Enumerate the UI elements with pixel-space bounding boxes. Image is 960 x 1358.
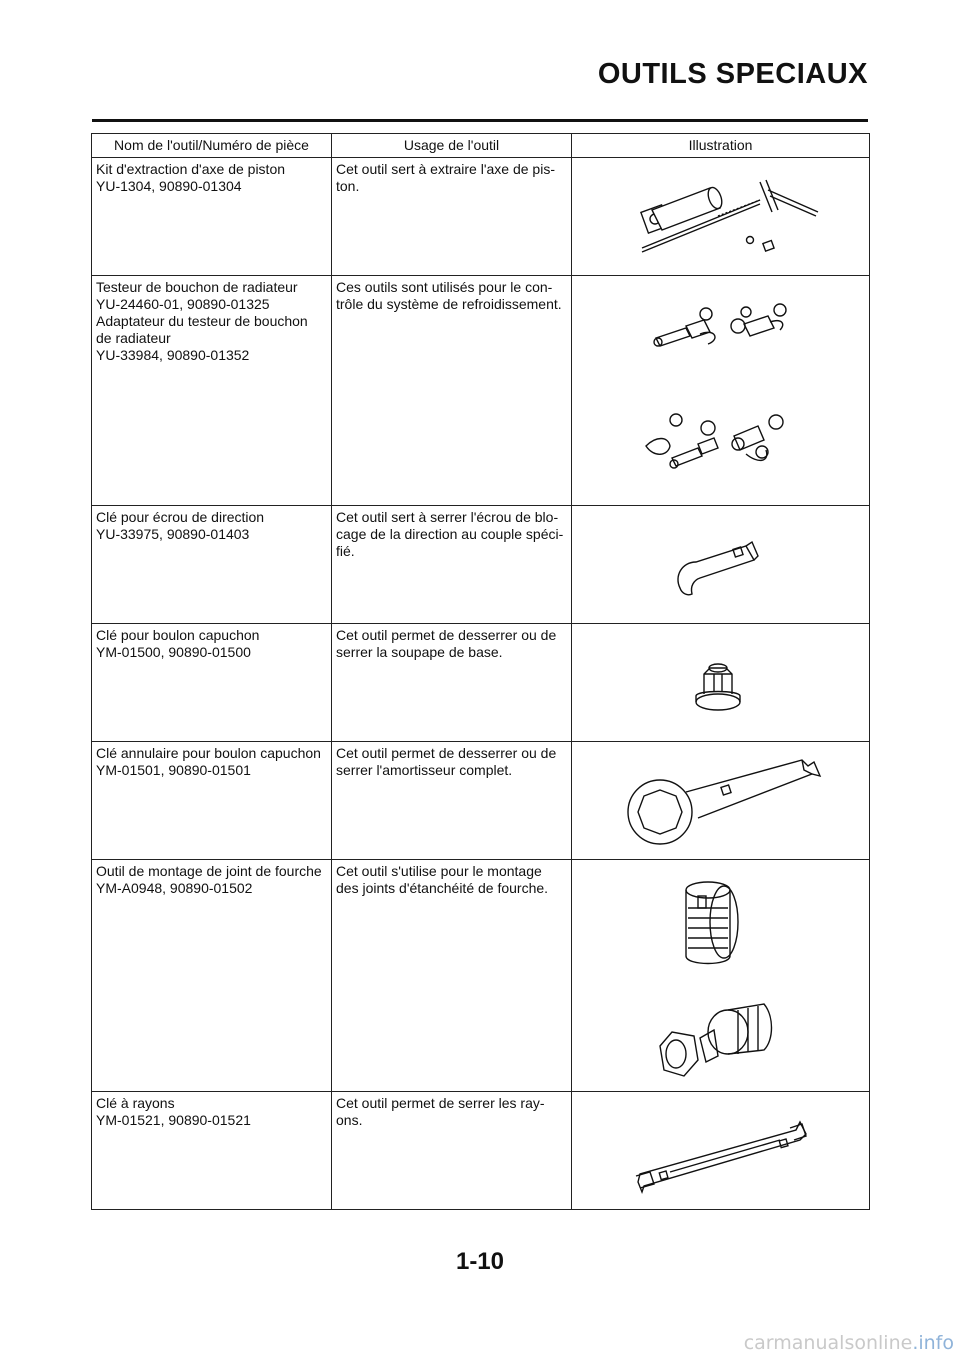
watermark-prefix: carmanualsonline	[743, 1332, 913, 1354]
fork-seal-adapter-icon	[654, 996, 774, 1082]
tool-usage-cell	[332, 624, 572, 742]
fork-seal-driver-icon	[680, 878, 750, 968]
tool-usage-cell	[332, 1092, 572, 1210]
table-row	[92, 158, 870, 276]
tool-name: Adaptateur du testeur de bouchon	[96, 313, 308, 329]
table-row	[92, 624, 870, 742]
tool-name: Kit d'extraction d'axe de piston	[96, 161, 286, 177]
table-row	[92, 506, 870, 624]
tool-name-cell	[92, 506, 332, 624]
usage-text: Cet outil permet de desserrer ou de	[336, 627, 557, 643]
column-header-name: Nom de l'outil/Numéro de pièce	[92, 134, 332, 158]
radiator-adapter-icon	[642, 406, 792, 476]
table-row	[92, 1092, 870, 1210]
tool-usage-cell	[332, 276, 572, 506]
part-number: YU-33975, 90890-01403	[96, 526, 250, 542]
special-tools-table	[91, 133, 870, 1210]
part-number: YM-01501, 90890-01501	[96, 762, 251, 778]
tool-illustration-cell	[572, 506, 870, 624]
usage-text: ton.	[336, 178, 360, 194]
usage-text: Cet outil permet de desserrer ou de	[336, 745, 557, 761]
piston-pin-puller-icon	[632, 168, 832, 268]
table-row	[92, 276, 870, 506]
part-number: YU-33984, 90890-01352	[96, 347, 250, 363]
tool-name: Testeur de bouchon de radiateur	[96, 279, 298, 295]
tool-name-cell	[92, 1092, 332, 1210]
tool-name: Clé annulaire pour boulon capuchon	[96, 745, 321, 761]
tool-name: Outil de montage de joint de fourche	[96, 863, 322, 879]
tool-name: de radiateur	[96, 330, 171, 346]
usage-text: Cet outil sert à serrer l'écrou de blo-	[336, 509, 559, 525]
cap-bolt-wrench-icon	[688, 658, 748, 718]
part-number: YM-01500, 90890-01500	[96, 644, 251, 660]
table-row	[92, 860, 870, 1092]
tool-illustration-cell	[572, 624, 870, 742]
watermark-suffix: .info	[912, 1332, 954, 1354]
column-header-illustration: Illustration	[572, 134, 870, 158]
column-header-usage: Usage de l'outil	[332, 134, 572, 158]
part-number: YM-A0948, 90890-01502	[96, 880, 253, 896]
tool-illustration-cell	[572, 860, 870, 1092]
page-title: OUTILS SPECIAUX	[597, 58, 868, 90]
part-number: YU-24460-01, 90890-01325	[96, 296, 270, 312]
tool-illustration-cell	[572, 158, 870, 276]
steering-nut-wrench-icon	[672, 532, 772, 602]
cap-bolt-ring-wrench-icon	[618, 752, 828, 852]
usage-text: cage de la direction au couple spéci-	[336, 526, 564, 542]
table-header-row	[92, 134, 870, 158]
part-number: YU-1304, 90890-01304	[96, 178, 242, 194]
tool-usage-cell	[332, 506, 572, 624]
tool-name-cell	[92, 624, 332, 742]
usage-text: Cet outil s'utilise pour le montage	[336, 863, 542, 879]
tool-name: Clé pour boulon capuchon	[96, 627, 260, 643]
usage-text: Ces outils sont utilisés pour le con-	[336, 279, 553, 295]
spoke-wrench-icon	[630, 1112, 810, 1202]
usage-text: serrer la soupape de base.	[336, 644, 503, 660]
header-rule	[92, 119, 868, 122]
usage-text: des joints d'étanchéité de fourche.	[336, 880, 549, 896]
usage-text: trôle du système de refroidissement.	[336, 296, 562, 312]
tool-illustration-cell	[572, 276, 870, 506]
tool-name-cell	[92, 158, 332, 276]
tool-illustration-cell	[572, 1092, 870, 1210]
tool-illustration-cell	[572, 742, 870, 860]
radiator-cap-tester-icon	[650, 300, 790, 360]
usage-text: ons.	[336, 1112, 363, 1128]
tool-name: Clé à rayons	[96, 1095, 175, 1111]
tool-usage-cell	[332, 860, 572, 1092]
usage-text: Cet outil sert à extraire l'axe de pis-	[336, 161, 555, 177]
tool-name-cell	[92, 860, 332, 1092]
tool-usage-cell	[332, 742, 572, 860]
tool-name-cell	[92, 276, 332, 506]
page-number: 1-10	[455, 1248, 505, 1275]
watermark	[744, 1332, 954, 1354]
tool-name: Clé pour écrou de direction	[96, 509, 265, 525]
usage-text: serrer l'amortisseur complet.	[336, 762, 513, 778]
usage-text: fié.	[336, 543, 355, 559]
part-number: YM-01521, 90890-01521	[96, 1112, 251, 1128]
table-row	[92, 742, 870, 860]
usage-text: Cet outil permet de serrer les ray-	[336, 1095, 545, 1111]
tool-name-cell	[92, 742, 332, 860]
tool-usage-cell	[332, 158, 572, 276]
